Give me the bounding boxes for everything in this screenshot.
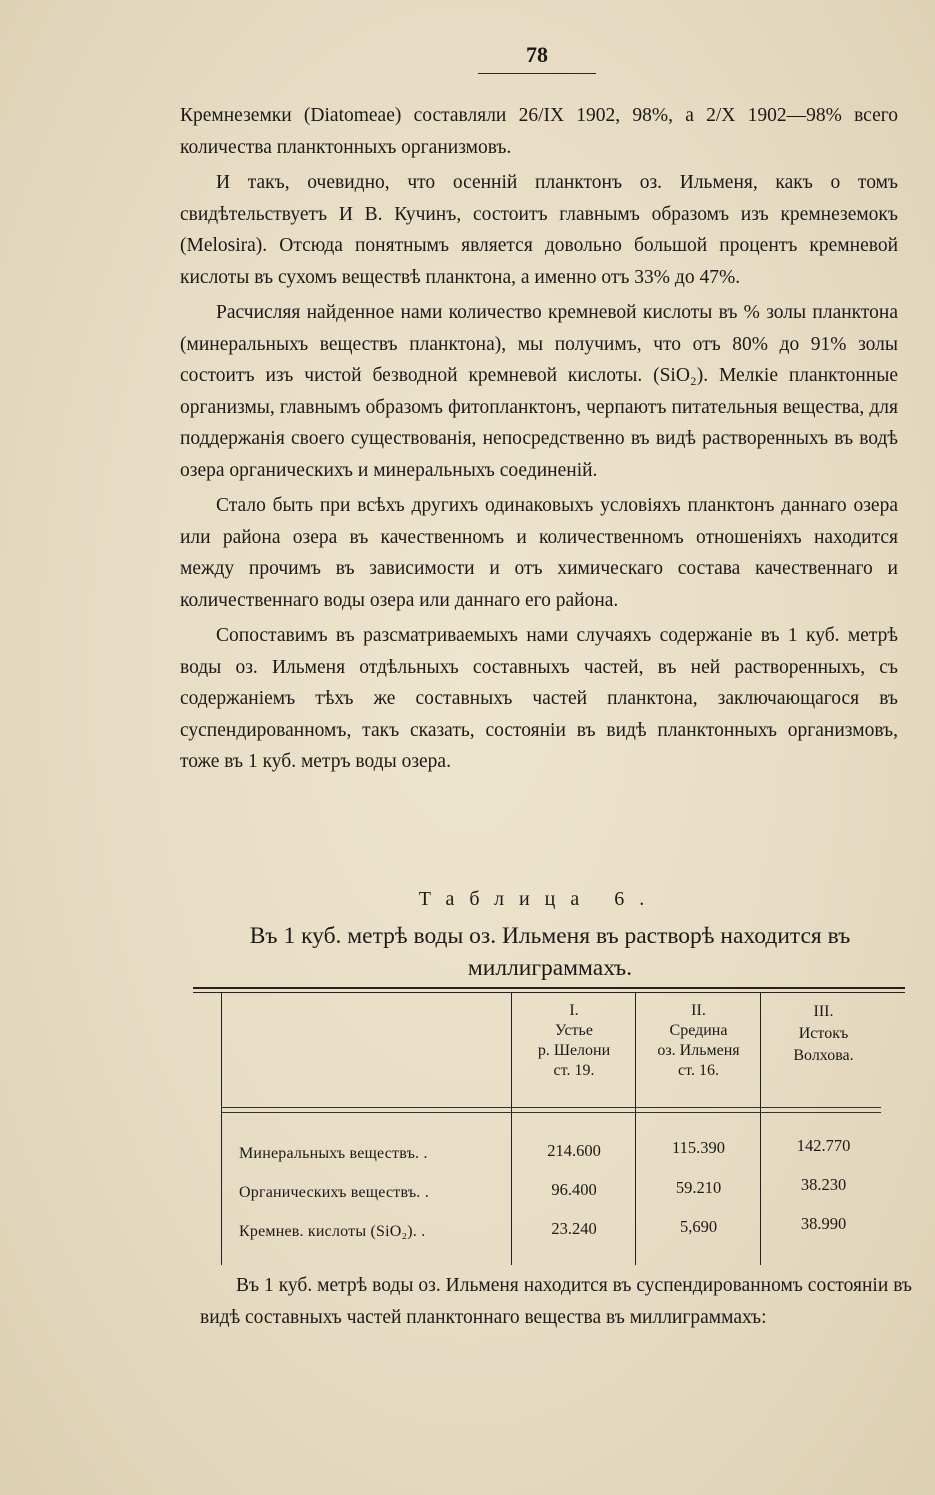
column-label-line: Средина — [669, 1022, 728, 1039]
table-header-rule-thin — [221, 1112, 881, 1113]
table-caption: Въ 1 куб. метрѣ воды оз. Ильменя въ растворѣ находится въ миллиграммахъ. — [249, 923, 851, 981]
column-label-line: Волхова. — [793, 1047, 854, 1064]
column-label-line: ст. 19. — [553, 1062, 595, 1079]
page-number-rule — [478, 73, 596, 74]
paragraph-1: Кремнеземки (Diatomeae) составляли 26/IX 1902, 98%, а 2/X 1902—98% всего количества планктонныхъ организмовъ. — [180, 105, 898, 158]
cell-organic-3: 38.230 — [800, 1175, 847, 1194]
column-label-line: р. Шелони — [537, 1042, 611, 1059]
column-header-3 — [762, 1001, 885, 1067]
cell-silica-2: 5,690 — [679, 1217, 718, 1236]
column-header-2 — [637, 1001, 760, 1081]
cell-silica-1: 23.240 — [551, 1219, 597, 1238]
row-label-silica: Кремнев. кислоты (SiO₂). . — [239, 1223, 426, 1240]
cell-organic-2: 59.210 — [675, 1178, 722, 1197]
data-table — [193, 987, 905, 1265]
table-top-rule-thin — [193, 992, 905, 993]
table-border-left — [221, 993, 222, 1265]
column-number: I. — [569, 1002, 579, 1019]
table-column-divider — [760, 993, 761, 1265]
table-column-divider — [511, 993, 512, 1265]
cell-mineral-1: 214.600 — [547, 1141, 601, 1160]
paragraph-5: Сопоставимъ въ разсматриваемыхъ нами случаяхъ содержаніе въ 1 куб. метрѣ воды оз. Ильменя отдѣльныхъ составныхъ частей, въ ней растворенныхъ, съ содержаніемъ тѣхъ же составныхъ частей планктона, заключающагося въ суспендированномъ, такъ сказать, состояніи въ видѣ планктонныхъ организмовъ, тоже въ 1 куб. метръ воды озера. — [180, 625, 898, 772]
table-column-divider — [635, 993, 636, 1265]
column-number: II. — [691, 1002, 706, 1019]
row-label-mineral: Минеральныхъ веществъ. . — [239, 1145, 428, 1162]
row-label-organic: Органическихъ веществъ. . — [239, 1184, 429, 1201]
column-header-1 — [513, 1001, 635, 1081]
paragraph-2: И такъ, очевидно, что осенній планктонъ оз. Ильменя, какъ о томъ свидѣтельствуетъ И В. Кучинъ, состоитъ главнымъ образомъ изъ кремнеземокъ (Melosira). Отсюда понятнымъ является довольно большой процентъ кремневой кислоты въ сухомъ веществѣ планктона, а именно отъ 33% до 47%. — [180, 172, 898, 288]
column-label-line: Истокъ — [798, 1025, 849, 1042]
column-label-line: ст. 16. — [678, 1062, 719, 1079]
table-title: Таблица 6. — [418, 888, 660, 910]
cell-organic-1: 96.400 — [551, 1180, 597, 1199]
table-top-rule — [193, 987, 905, 989]
column-label-line: оз. Ильменя — [657, 1042, 740, 1059]
paragraph-closing: Въ 1 куб. метрѣ воды оз. Ильменя находится въ суспендированномъ состояніи въ видѣ составныхъ частей планктоннаго вещества въ миллиграммахъ: — [200, 1275, 912, 1328]
cell-silica-3: 38.990 — [800, 1214, 847, 1233]
paragraph-3: Расчисляя найденное нами количество кремневой кислоты въ % золы планктона (минеральныхъ веществъ планктона), мы получимъ, что отъ 80% до 91% золы состоитъ изъ чистой безводной кремневой кислоты. (SiO₂). Мелкіе планктонные организмы, главнымъ образомъ фитопланктонъ, черпаютъ питательныя вещества, для поддержанія своего существованія, непосредственно въ видѣ растворенныхъ въ водѣ озера органическихъ и минеральныхъ соединеній. — [180, 302, 898, 481]
page-number: 78 — [526, 42, 548, 67]
table-header-rule — [221, 1107, 881, 1108]
paragraph-4: Стало быть при всѣхъ другихъ одинаковыхъ условіяхъ планктонъ даннаго озера или района озера въ качественномъ и количественномъ отношеніяхъ находится между прочимъ въ зависимости и отъ химическаго состава качественнаго и количественнаго воды озера или даннаго его района. — [180, 495, 898, 611]
closing-text — [200, 1270, 912, 1334]
column-label-line: Устье — [555, 1022, 593, 1039]
cell-mineral-3: 142.770 — [796, 1136, 851, 1155]
cell-mineral-2: 115.390 — [671, 1138, 725, 1157]
body-text — [180, 100, 898, 782]
column-number: III. — [813, 1003, 834, 1020]
